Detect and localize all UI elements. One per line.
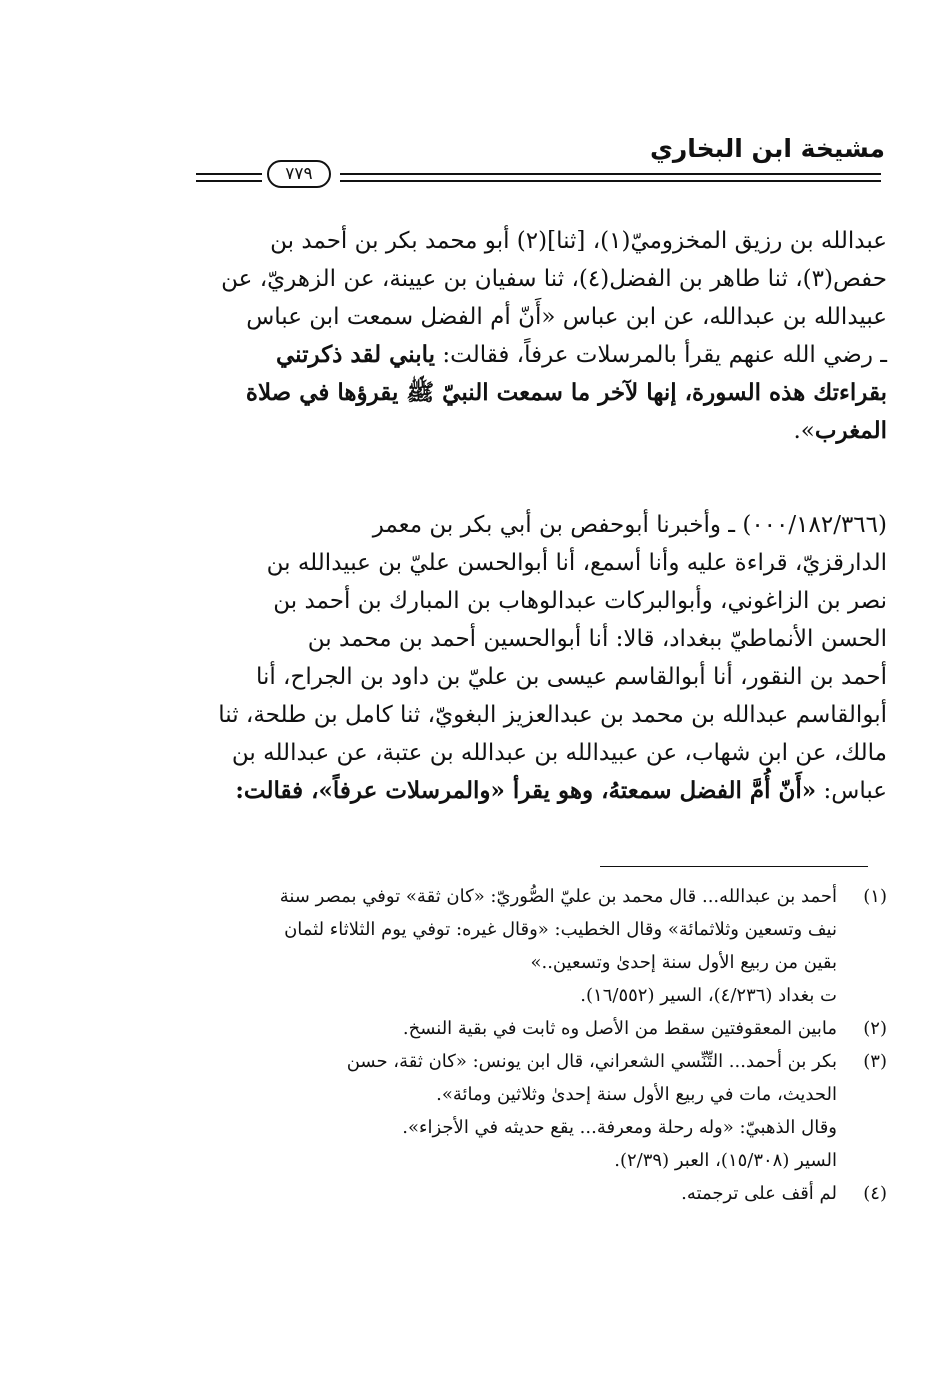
text-segment: عباس: bbox=[816, 778, 887, 804]
bold-quote-segment: «أَنّ أُمَّ الفضل سمعتهُ، وهو يقرأ «والمرسلات عرفاً»، فقالت: bbox=[235, 777, 817, 804]
footnote-2 bbox=[158, 1012, 887, 1045]
header-rule-left-bottom bbox=[196, 180, 262, 182]
footnote-number: (٤) bbox=[863, 1183, 887, 1204]
footnote-text bbox=[158, 1045, 837, 1177]
text-line: نصر بن الزاغوني، وأبوالبركات عبدالوهاب بن المبارك بن أحمد بن bbox=[273, 588, 887, 614]
footnote-line: وقال الذهبيّ: «وله رحلة ومعرفة... يقع حديثه في الأجزاء». bbox=[402, 1117, 837, 1138]
footnote-line: بقين من ربيع الأول سنة إحدىٰ وتسعين..» bbox=[530, 952, 837, 973]
text-line bbox=[158, 336, 887, 374]
footnote-separator bbox=[600, 866, 868, 867]
header-rule-right-top bbox=[340, 173, 881, 175]
header-rule-right-bottom bbox=[340, 180, 881, 182]
text-line: عبيدالله بن عبدالله، عن ابن عباس «أَنّ أم الفضل سمعت ابن عباس bbox=[246, 304, 887, 330]
text-line: الدارقزيّ، قراءة عليه وأنا أسمع، أنا أبوالحسن عليّ بن عبيدالله بن bbox=[266, 550, 887, 576]
text-line: مالك، عن ابن شهاب، عن عبيدالله بن عبدالله بن عتبة، عن عبدالله بن bbox=[231, 740, 887, 766]
footnote-line: الحديث، مات في ربيع الأول سنة إحدىٰ وثلاثين ومائة». bbox=[436, 1084, 837, 1105]
text-line: أحمد بن النقور، أنا أبوالقاسم عيسى بن عليّ بن داود بن الجراح، أنا bbox=[255, 664, 887, 690]
text-segment: ـ رضي الله عنهم يقرأ بالمرسلات عرفاً، فقالت: bbox=[442, 342, 887, 368]
text-line bbox=[158, 772, 887, 810]
paragraph-hadith-2 bbox=[158, 506, 887, 810]
footnote-text bbox=[158, 880, 837, 1012]
paragraph-hadith-1 bbox=[158, 222, 887, 450]
footnotes bbox=[158, 880, 887, 1210]
text-line: عبدالله بن رزيق المخزوميّ(١)، [ثنا](٢) أبو محمد بكر بن أحمد بن bbox=[270, 228, 887, 254]
footnote-text bbox=[158, 1177, 837, 1210]
header-rule-left-top bbox=[196, 173, 262, 175]
footnote-number: (١) bbox=[863, 886, 887, 907]
footnote-3 bbox=[158, 1045, 887, 1177]
bold-quote-line: بقراءتك هذه السورة، إنها لآخر ما سمعت النبيّ ﷺ يقرؤها في صلاة bbox=[245, 379, 887, 406]
footnote-line: بكر بن أحمد... التِّنِّسي الشعراني، قال ابن يونس: «كان ثقة، حسن bbox=[346, 1051, 837, 1072]
text-line: (٠٠٠/١٨٢/٣٦٦) ـ وأخبرنا أبوحفص بن أبي بكر بن معمر bbox=[372, 512, 887, 538]
bold-quote-segment: يابني لقد ذكرتني bbox=[276, 341, 436, 368]
footnote-line: السير (١٥/٣٠٨)، العبر (٢/٣٩). bbox=[614, 1150, 837, 1171]
text-line: حفص(٣)، ثنا طاهر بن الفضل(٤)، ثنا سفيان بن عيينة، عن الزهريّ، عن bbox=[221, 266, 887, 292]
footnote-number: (٢) bbox=[863, 1018, 887, 1039]
bold-quote-segment: المغرب bbox=[814, 417, 887, 444]
footnote-4 bbox=[158, 1177, 887, 1210]
text-line: الحسن الأنماطيّ ببغداد، قالا: أنا أبوالحسين أحمد بن محمد بن bbox=[307, 626, 887, 652]
footnote-line: نيف وتسعين وثلاثمائة» وقال الخطيب: «وقال غيره: توفي يوم الثلاثاء لثمان bbox=[284, 919, 837, 940]
footnote-text bbox=[158, 1012, 837, 1045]
footnote-line: أحمد بن عبدالله... قال محمد بن عليّ الصُّوريّ: «كان ثقة» توفي بمصر سنة bbox=[279, 886, 837, 907]
text-segment: ». bbox=[793, 418, 815, 444]
running-header-title: مشيخة ابن البخاري bbox=[649, 134, 885, 163]
text-line: أبوالقاسم عبدالله بن محمد بن عبدالعزيز البغويّ، ثنا كامل بن طلحة، ثنا bbox=[218, 702, 887, 728]
footnote-line: ت بغداد (٤/٢٣٦)، السير (١٦/٥٥٢). bbox=[580, 985, 837, 1006]
page-number: ٧٧٩ bbox=[267, 160, 331, 188]
footnote-number: (٣) bbox=[863, 1051, 887, 1072]
footnote-line: مابين المعقوفتين سقط من الأصل وه ثابت في بقية النسخ. bbox=[402, 1018, 837, 1039]
footnote-line: لم أقف على ترجمته. bbox=[681, 1183, 837, 1204]
text-line bbox=[158, 412, 887, 450]
footnote-1 bbox=[158, 880, 887, 1012]
